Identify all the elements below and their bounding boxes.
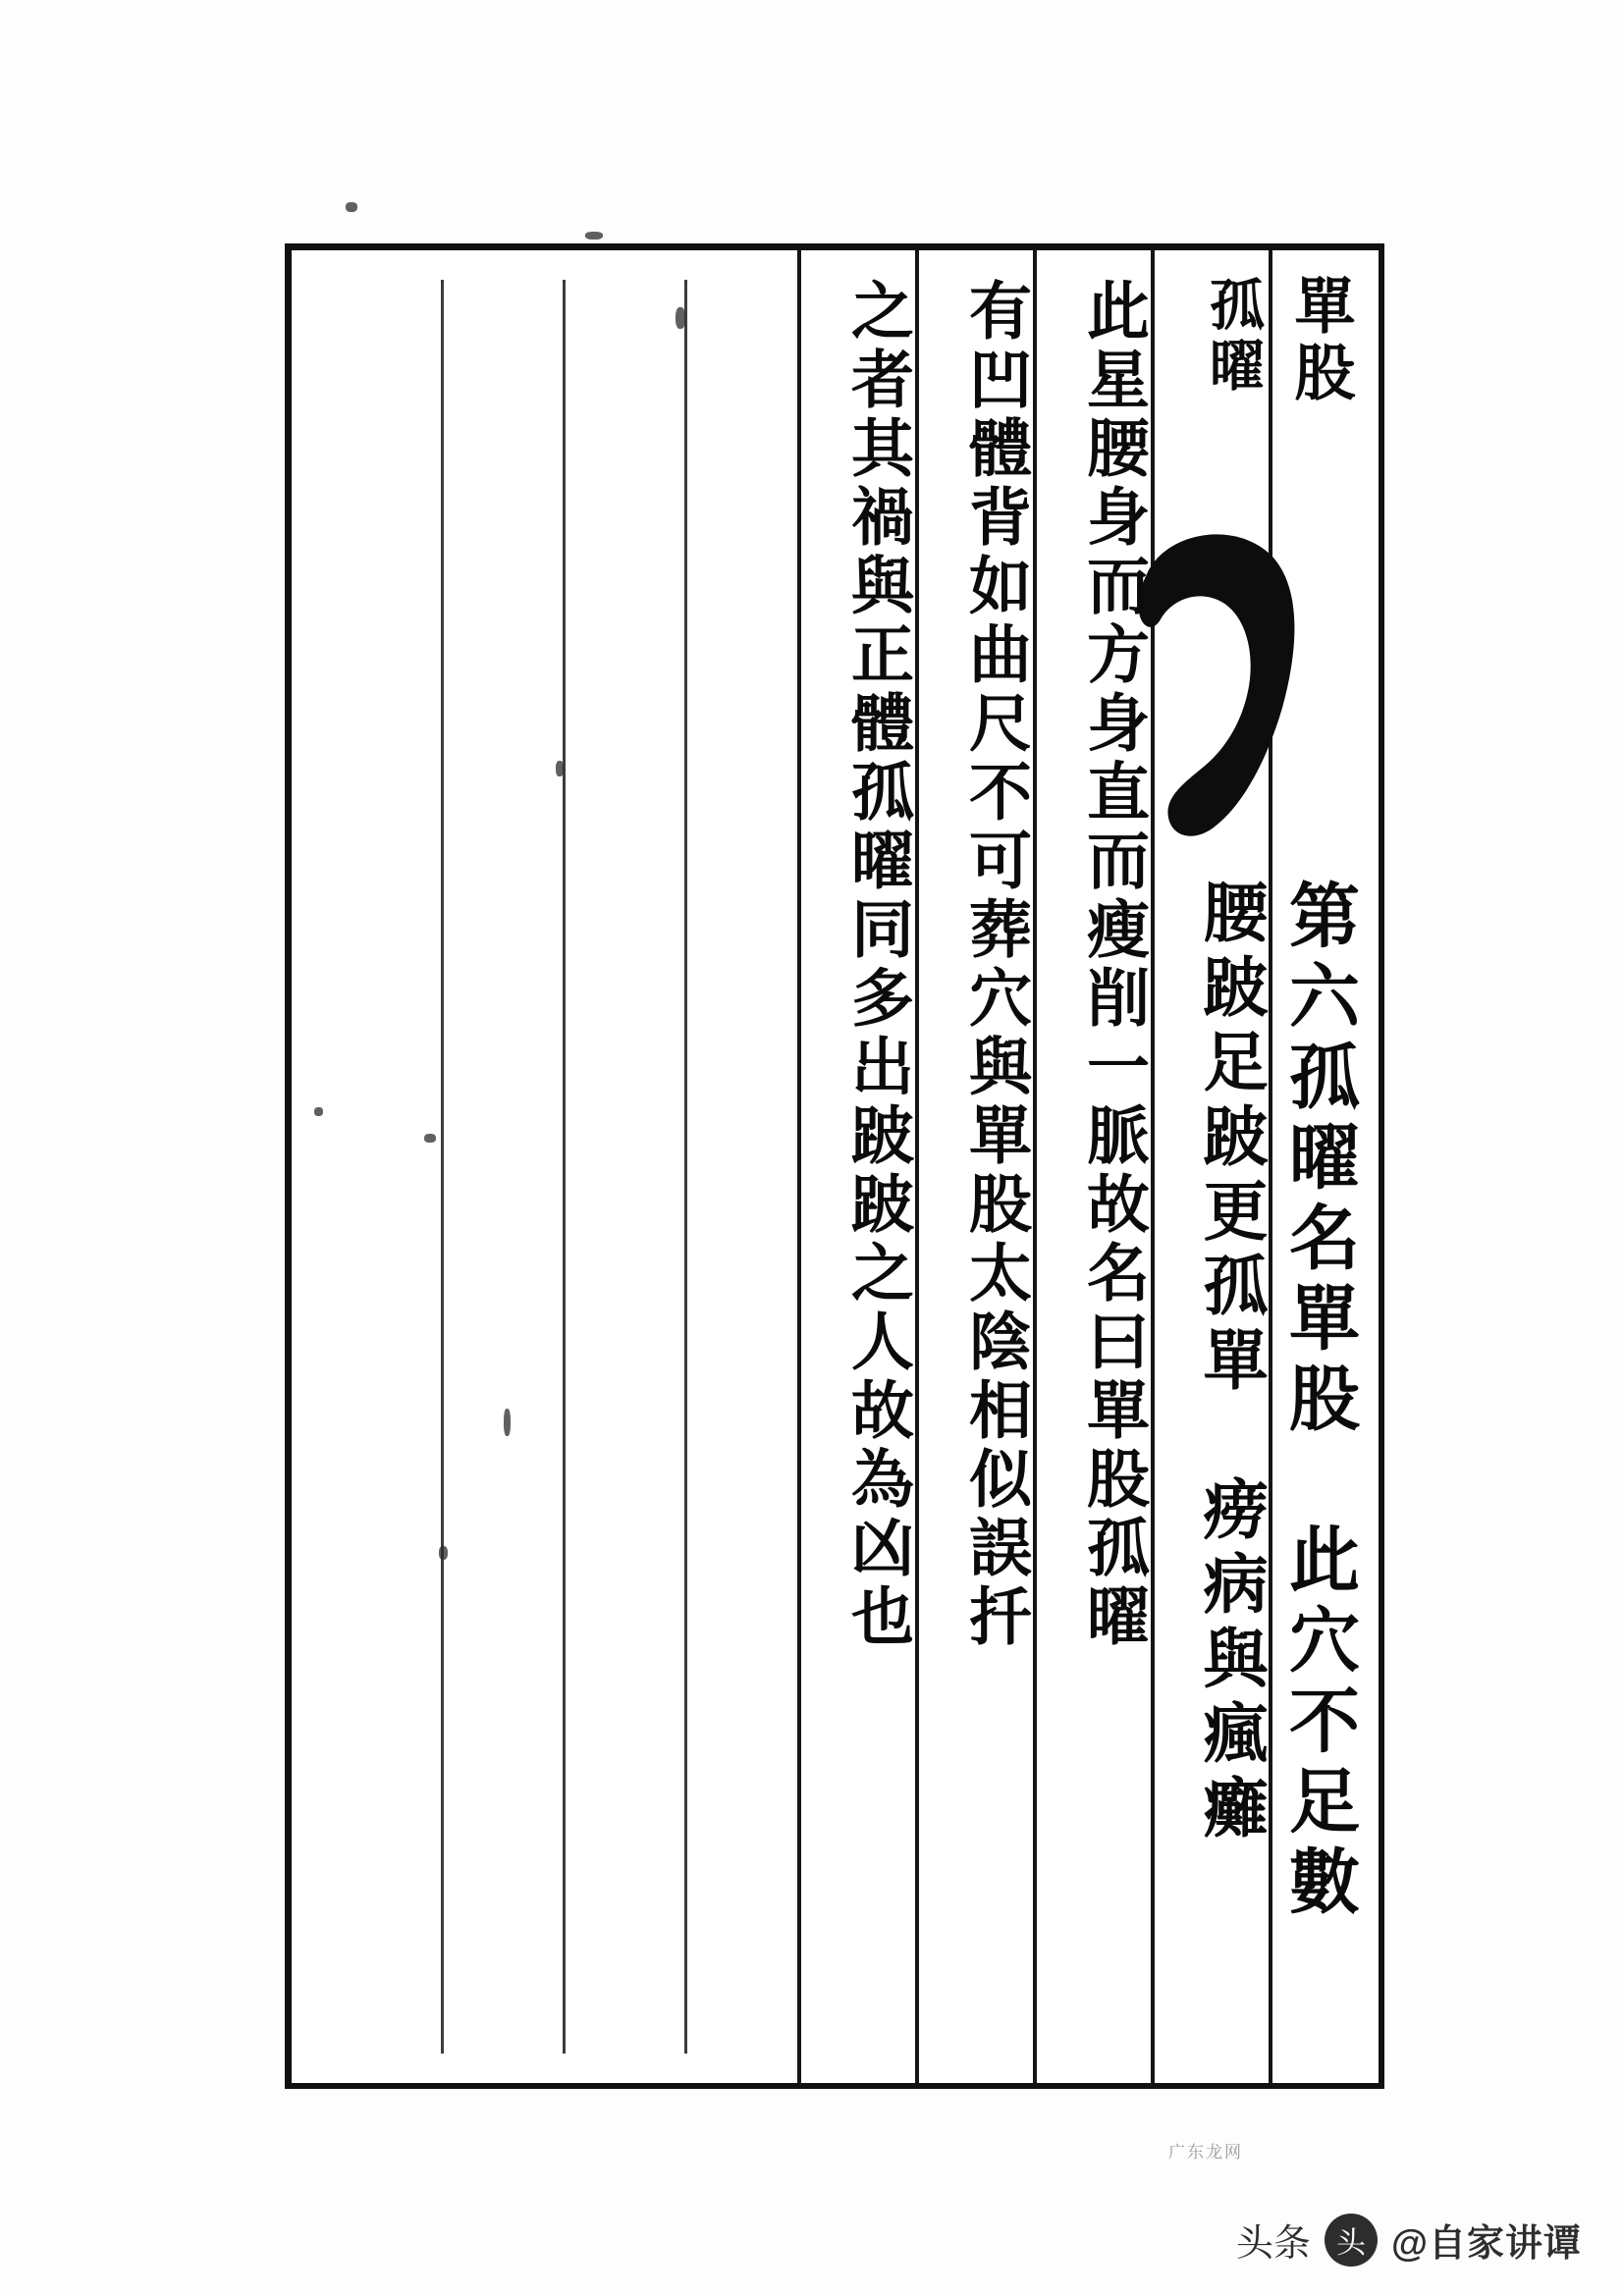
scan-speck <box>424 1134 436 1143</box>
heading-title: 單股 <box>1284 274 1356 407</box>
text-block-frame <box>285 243 1384 2089</box>
body-column-1: 此星腰身而方身直而瘦削一脈故名曰單股孤曜 <box>1076 278 1150 1652</box>
heading-alt-name: 孤曜 <box>1201 276 1266 398</box>
section-heading: 第六孤曜名單股 此穴不足數 <box>1277 879 1361 1925</box>
blank-column-rule-8 <box>441 280 444 2054</box>
watermark-handle: @自家讲谭 <box>1390 2223 1582 2265</box>
scan-speck <box>346 202 357 212</box>
blank-column-rule-6 <box>684 280 687 2054</box>
column-rule-4 <box>915 250 919 2083</box>
scan-speck <box>556 761 564 776</box>
scan-speck <box>504 1409 511 1436</box>
toutiao-logo-icon: 头 <box>1325 2214 1378 2267</box>
body-column-3: 之者其禍與正體孤曜同多出跛跛之人故為凶也 <box>840 278 914 1652</box>
watermark-prefix: 头条 <box>1235 2223 1311 2265</box>
blank-column-rule-7 <box>563 280 566 2054</box>
site-stamp: 广东龙网 <box>1168 2143 1243 2162</box>
column-rule-5 <box>797 250 801 2083</box>
column-rule-3 <box>1033 250 1037 2083</box>
scan-speck <box>314 1107 323 1116</box>
section-subheading: 腰跛足跛更孤單 痨病與瘋癱 <box>1192 879 1269 1848</box>
body-column-2: 有凹體背如曲尺不可葬穴與單股太陰相似誤扦 <box>958 278 1032 1652</box>
scan-speck <box>439 1546 448 1560</box>
scan-speck <box>676 307 685 329</box>
watermark <box>1236 2213 1582 2267</box>
scan-speck <box>585 232 603 240</box>
